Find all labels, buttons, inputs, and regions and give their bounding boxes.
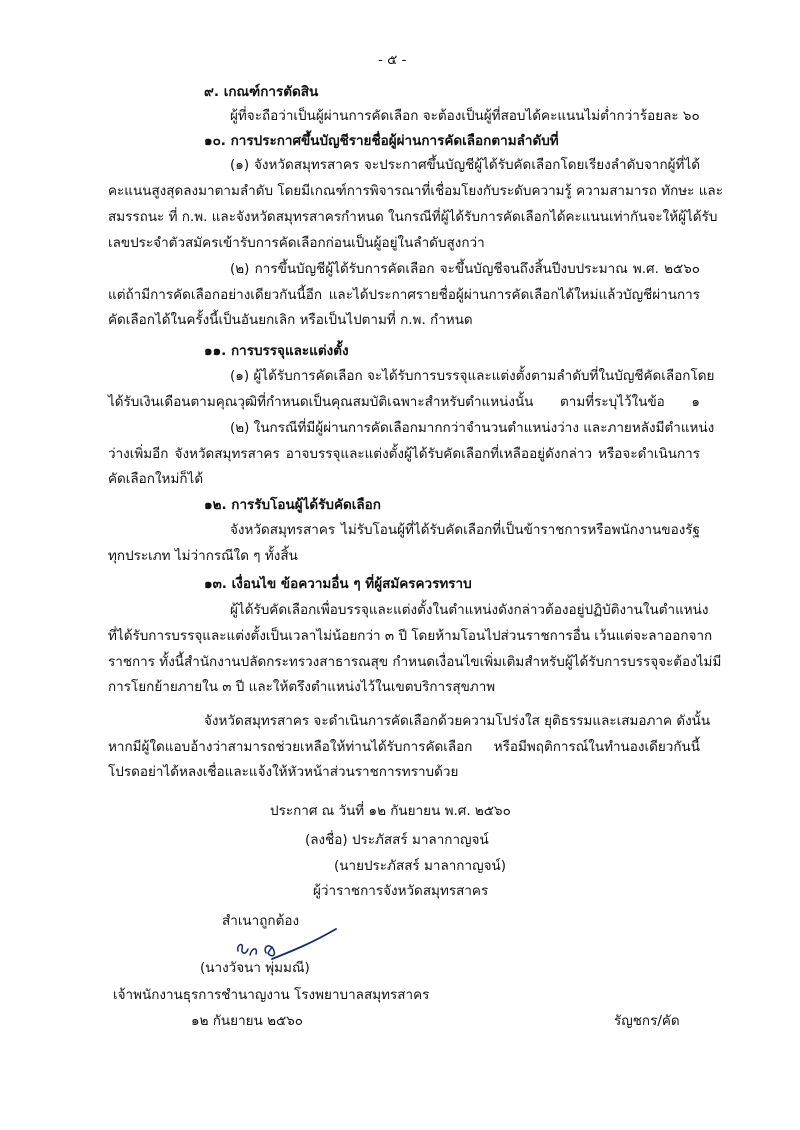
section-10-line-3: สมรรถนะ ที่ ก.พ. และจังหวัดสมุทรสาครกำหนด ในกรณีที่ผู้ได้รับการคัดเลือกได้คะแนนเท่ากันจะให้ผู้ได้รับ: [108, 209, 718, 225]
signature-line-2: (นายประภัสสร์ มาลากาญจน์): [334, 858, 506, 874]
section-11-line-2: ได้รับเงินเดือนตามคุณวุฒิที่กำหนดเป็นคุณสมบัติเฉพาะสำหรับตำแหน่งนั้น ตามที่ระบุไว้ในข้อ ๑: [108, 394, 700, 410]
signature-line-3: ผู้ว่าราชการจังหวัดสมุทรสาคร: [313, 883, 489, 899]
section-13-line-1: ผู้ได้รับคัดเลือกเพื่อบรรจุและแต่งตั้งในตำแหน่งดังกล่าวต้องอยู่ปฏิบัติงานในตำแหน่ง: [230, 602, 709, 618]
section-9-heading: ๙. เกณฑ์การตัดสิน: [204, 84, 319, 100]
section-9-line-1: ผู้ที่จะถือว่าเป็นผู้ผ่านการคัดเลือก จะต้องเป็นผู้ที่สอบได้คะแนนไม่ต่ำกว่าร้อยละ ๖๐: [230, 108, 700, 124]
section-13-line-2: ที่ได้รับการบรรจุและแต่งตั้งเป็นเวลาไม่น้อยกว่า ๓ ปี โดยห้ามโอนไปส่วนราชการอื่น เว้นแต่จะลาออกจาก: [108, 628, 713, 644]
section-11-heading: ๑๑. การบรรจุและแต่งตั้ง: [204, 343, 349, 359]
closing-line-1: จังหวัดสมุทรสาคร จะดำเนินการคัดเลือกด้วยความโปร่งใส ยุติธรรมและเสมอภาค ดังนั้น: [204, 713, 711, 729]
announce-date: ประกาศ ณ วันที่ ๑๒ กันยายน พ.ศ. ๒๕๖๐: [270, 803, 511, 819]
section-13-line-4: การโยกย้ายภายใน ๓ ปี และให้ตรึงตำแหน่งไว้ในเขตบริการสุขภาพ: [108, 679, 496, 695]
certified-copy-label: สำเนาถูกต้อง: [222, 913, 300, 929]
section-13-heading: ๑๓. เงื่อนไข ข้อความอื่น ๆ ที่ผู้สมัครควรทราบ: [204, 576, 472, 592]
section-11-line-3: (๒) ในกรณีที่มีผู้ผ่านการคัดเลือกมากกว่าจำนวนตำแหน่งว่าง และภายหลังมีตำแหน่ง: [230, 420, 715, 436]
section-10-heading: ๑๐. การประกาศขึ้นบัญชีรายชื่อผู้ผ่านการคัดเลือกตามลำดับที่: [204, 133, 559, 149]
section-10-line-1: (๑) จังหวัดสมุทรสาคร จะประกาศขึ้นบัญชีผู้ได้รับคัดเลือกโดยเรียงลำดับจากผู้ที่ได้: [230, 157, 700, 173]
section-10-line-5: (๒) การขึ้นบัญชีผู้ได้รับการคัดเลือก จะขึ้นบัญชีจนถึงสิ้นปีงบประมาณ พ.ศ. ๒๕๖๐: [230, 261, 700, 277]
section-10-line-2: คะแนนสูงสุดลงมาตามลำดับ โดยมีเกณฑ์การพิจารณาที่เชื่อมโยงกับระดับความรู้ ความสามารถ ทักษะ และ: [108, 183, 723, 199]
certified-date: ๑๒ กันยายน ๒๕๖๐: [191, 1013, 304, 1029]
section-11-line-5: คัดเลือกใหม่ก็ได้: [108, 471, 204, 487]
section-11-line-4: ว่างเพิ่มอีก จังหวัดสมุทรสาคร อาจบรรจุและแต่งตั้งผู้ได้รับคัดเลือกที่เหลืออยู่ดังกล่าว หรือจะดำเนินการ: [108, 446, 700, 462]
section-10-line-4: เลขประจำตัวสมัครเข้ารับการคัดเลือกก่อนเป็นผู้อยู่ในลำดับสูงกว่า: [108, 235, 485, 251]
closing-line-3: โปรดอย่าได้หลงเชื่อและแจ้งให้หัวหน้าส่วนราชการทราบด้วย: [108, 764, 459, 780]
section-12-line-1: จังหวัดสมุทรสาคร ไม่รับโอนผู้ที่ได้รับคัดเลือกที่เป็นข้าราชการหรือพนักงานของรัฐ: [230, 522, 700, 538]
section-10-line-7: คัดเลือกได้ในครั้งนี้เป็นอันยกเลิก หรือเป็นไปตามที่ ก.พ. กำหนด: [108, 312, 473, 328]
section-12-heading: ๑๒. การรับโอนผู้ได้รับคัดเลือก: [204, 497, 381, 513]
section-11-line-1: (๑) ผู้ได้รับการคัดเลือก จะได้รับการบรรจุและแต่งตั้งตามลำดับที่ในบัญชีคัดเลือกโดย: [230, 368, 715, 384]
section-13-line-3: ราชการ ทั้งนี้สำนักงานปลัดกระทรวงสาธารณสุข กำหนดเงื่อนไขเพิ่มเติมสำหรับผู้ได้รับการบรรจุจะต้องไม่มี: [108, 654, 722, 670]
section-10-line-6: แต่ถ้ามีการคัดเลือกอย่างเดียวกันนี้อีก และได้ประกาศรายชื่อผู้ผ่านการคัดเลือกได้ใหม่แล้วบัญชีผ่านการ: [108, 287, 700, 303]
section-12-line-2: ทุกประเภท ไม่ว่ากรณีใด ๆ ทั้งสิ้น: [108, 548, 298, 564]
page-number: - ๕ -: [378, 52, 407, 68]
certifier-name: (นางวัจนา พุ่มมณี): [200, 960, 310, 976]
signature-line-1: (ลงชื่อ) ประภัสสร์ มาลากาญจน์: [305, 832, 489, 848]
certifier-position: เจ้าพนักงานธุรการชำนาญงาน โรงพยาบาลสมุทรสาคร: [113, 987, 430, 1003]
typist-note: รัญชกร/คัด: [614, 1013, 680, 1029]
closing-line-2: หากมีผู้ใดแอบอ้างว่าสามารถช่วยเหลือให้ท่านได้รับการคัดเลือก หรือมีพฤติการณ์ในทำนองเดียวกันนี้: [108, 739, 700, 755]
